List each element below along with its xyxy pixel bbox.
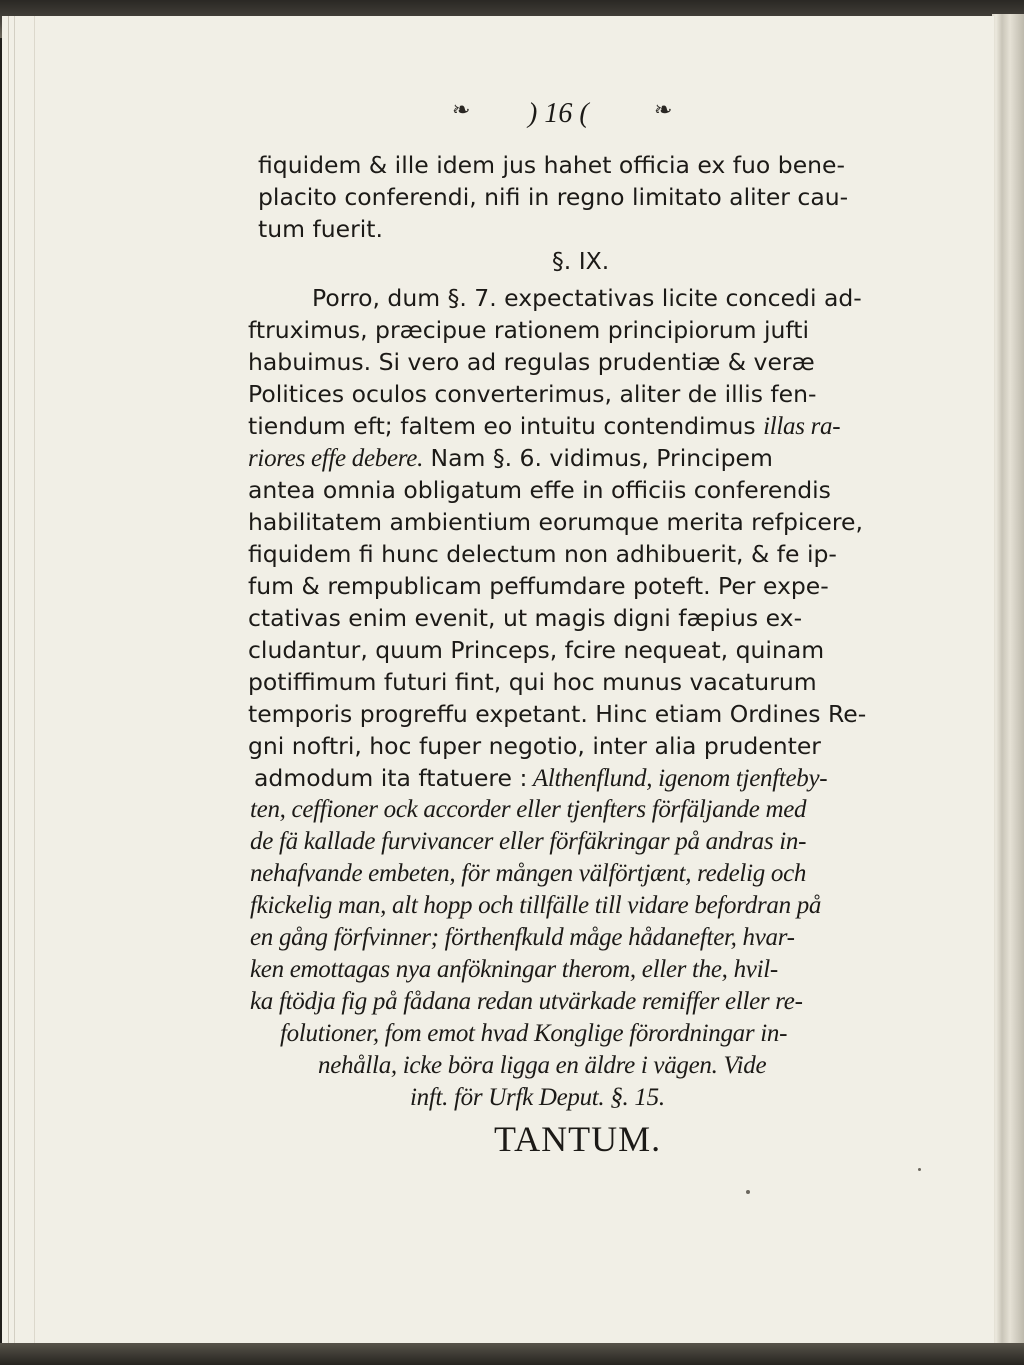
quote-line: en gång förfvinner; förthenfkuld måge hådanefter, hvar- xyxy=(250,924,795,951)
text-line: fum & rempublicam peffumdare poteft. Per expe- xyxy=(248,572,829,600)
quote-line: de fä kallade furvivancer eller förfäkringar på andras in- xyxy=(250,828,807,855)
quote-line: fkickelig man, alt hopp och tillfälle till vidare befordran på xyxy=(250,892,822,919)
text-line: ctativas enim evenit, ut magis digni fæpius ex- xyxy=(248,604,803,632)
closing-word: TANTUM. xyxy=(494,1119,662,1159)
binding-shadow xyxy=(34,16,35,1346)
paper-speck xyxy=(746,1190,750,1194)
quote-line: ka ftödja fig på fådana redan utvärkade remiffer eller re- xyxy=(250,988,803,1015)
text-italic: illas ra- xyxy=(763,413,841,440)
text-line: cludantur, quum Princeps, fcire nequeat, quinam xyxy=(248,636,825,664)
text-line: tum fuerit. xyxy=(258,215,383,243)
binding-shadow xyxy=(8,16,9,1346)
running-header xyxy=(448,98,748,132)
quote-line: inft. för Urfk Deput. §. 15. xyxy=(410,1084,665,1111)
text-line xyxy=(254,763,827,794)
binding-shadow xyxy=(14,16,15,1346)
text-line: antea omnia obligatum effe in officiis conferendis xyxy=(248,476,831,504)
text-italic: riores effe debere. xyxy=(248,445,424,472)
text-line: fiquidem fi hunc delectum non adhibuerit, & fe ip- xyxy=(248,540,837,568)
text-italic: Althenflund, igenom tjenfteby- xyxy=(527,765,828,792)
text-roman: admodum ita ftatuere : xyxy=(254,764,528,792)
quote-line: ken emottagas nya anfökningar therom, eller the, hvil- xyxy=(250,956,778,983)
text-line: habuimus. Si vero ad regulas prudentiæ & veræ xyxy=(248,348,815,376)
text-line: placito conferendi, nifi in regno limitato aliter cau- xyxy=(258,183,849,211)
text-line: habilitatem ambientium eorumque merita refpicere, xyxy=(248,508,863,536)
section-heading: §. IX. xyxy=(552,247,610,275)
text-line: fiquidem & ille idem jus hahet officia ex fuo bene- xyxy=(258,151,845,179)
page-number: ) 16 ( xyxy=(528,98,589,129)
text-line: Politices oculos converterimus, aliter de illis fen- xyxy=(248,380,817,408)
quote-line: nehålla, icke böra ligga en äldre i vägen. Vide xyxy=(318,1052,767,1079)
text-roman: tiendum eft; faltem eo intuitu contendimus xyxy=(248,412,756,440)
ornament-right-icon: ❧ xyxy=(654,98,672,123)
paper-speck xyxy=(918,1168,921,1171)
text-line xyxy=(248,443,773,474)
text-roman: Nam §. 6. vidimus, Principem xyxy=(423,444,773,472)
quote-line: folutioner, fom emot hvad Konglige förordningar in- xyxy=(280,1020,788,1047)
quote-line: nehafvande embeten, för mången välförtjænt, redelig och xyxy=(250,860,807,887)
text-line: potiffimum futuri fint, qui hoc munus vacaturum xyxy=(248,668,817,696)
text-line: ftruximus, præcipue rationem principiorum jufti xyxy=(248,316,809,344)
text-line xyxy=(248,411,840,442)
scan-background-bottom xyxy=(0,1343,1024,1365)
text-line: gni noftri, hoc fuper negotio, inter alia prudenter xyxy=(248,732,821,760)
ornament-left-icon: ❧ xyxy=(452,98,470,123)
quote-line: ten, ceffioner ock accorder eller tjenfters förfäljande med xyxy=(250,796,807,823)
text-line: temporis progreffu expetant. Hinc etiam Ordines Re- xyxy=(248,700,867,728)
text-line: Porro, dum §. 7. expectativas licite concedi ad- xyxy=(312,284,862,312)
page-fore-edge xyxy=(992,14,1024,1348)
